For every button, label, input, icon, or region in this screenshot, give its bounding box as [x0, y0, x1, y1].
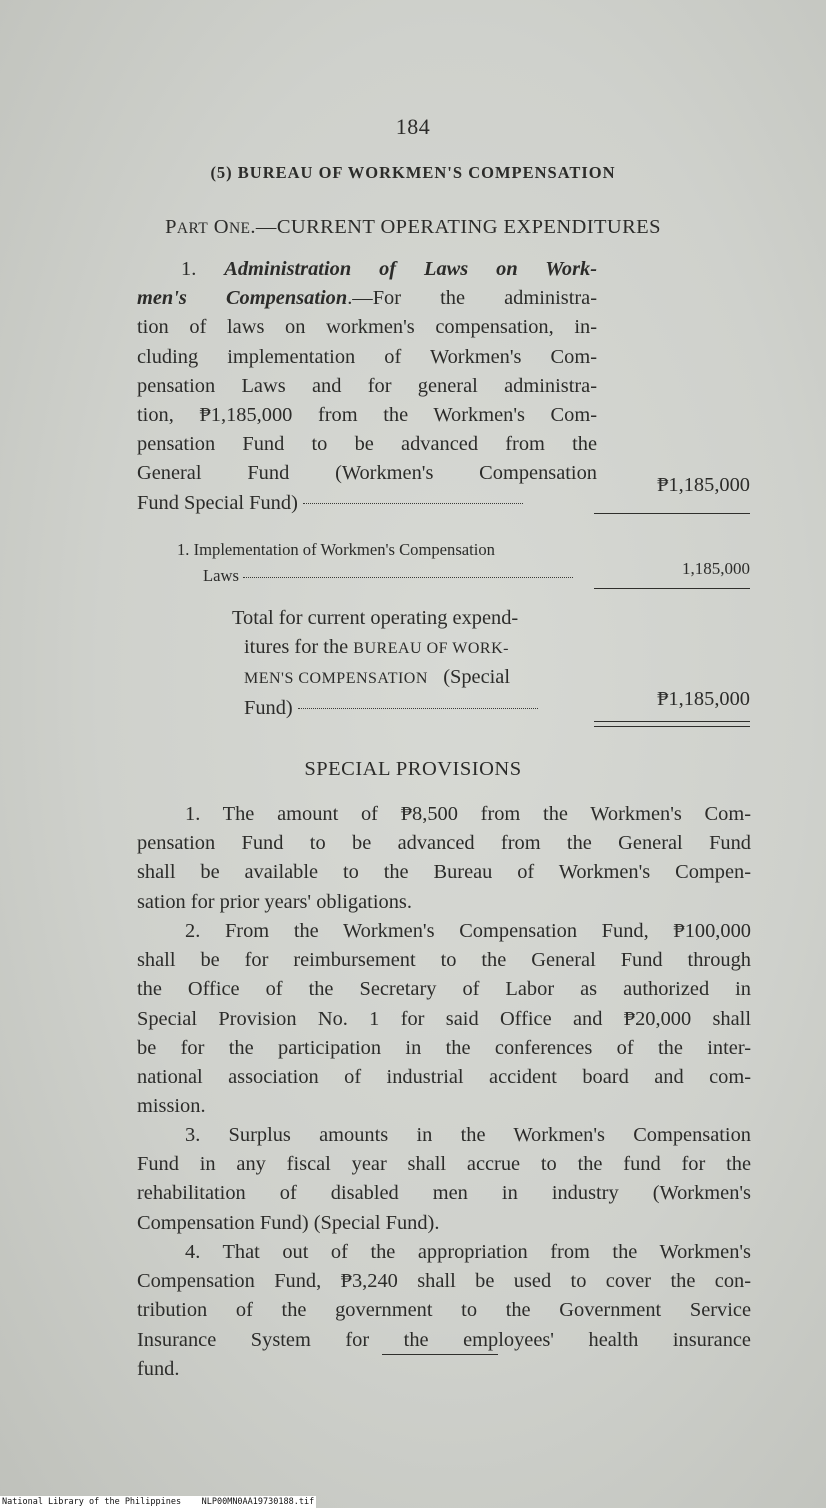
item-1-line-5: tion, ₱1,185,000 from the Workmen's Com-: [137, 403, 597, 426]
item-1-title-cont: men's Compensation: [137, 287, 348, 310]
part-word-initial: P: [165, 216, 177, 238]
end-rule: [382, 1354, 498, 1355]
total-paragraph: [232, 604, 597, 723]
sub-item-line-2: Laws: [177, 563, 597, 589]
total-amount: ₱1,185,000: [657, 688, 750, 710]
bureau-title: (5) BUREAU OF WORKMEN'S COMPENSATION: [210, 163, 616, 182]
part-title: [0, 216, 826, 239]
total-line-4: Fund): [232, 694, 597, 723]
item-1-line-6: pensation Fund to be advanced from the: [137, 433, 597, 456]
total-line-3: MEN'S COMPENSATION (Special: [244, 666, 511, 689]
provision-2: 2. From the Workmen's Compensation Fund, ₱100,000 shall be for reimbursement to the General Fund through the Office of the Secretary of Labor as authorized in Special Provision No. 1 for said Office and ₱20,000 shall be for the participation in the conferences of the inter- national association of industrial accident board and com- mission.: [137, 920, 751, 1118]
sub-item-line-1: 1. Implementation of Workmen's Compensation: [177, 540, 495, 559]
total-line-1: Total for current operating expend-: [232, 607, 519, 629]
provision-3: 3. Surplus amounts in the Workmen's Compensation Fund in any fiscal year shall accrue to the fund for the rehabilitation of disabled men in industry (Workmen's Compensation Fund) (Special Fund).: [137, 1124, 751, 1234]
sub-item: [177, 537, 597, 589]
subtotal-rule: [594, 513, 750, 514]
dot-leader: [298, 708, 538, 709]
footer-library: National Library of the Philippines: [2, 1497, 182, 1507]
scan-footer: [0, 1496, 316, 1508]
special-provisions-title: SPECIAL PROVISIONS: [304, 758, 522, 780]
page-number: 184: [395, 114, 431, 139]
total-line-2: itures for the BUREAU OF WORK-: [244, 636, 509, 659]
item-1-line-4: pensation Laws and for general administra-: [137, 374, 597, 397]
total-double-rule-bottom: [594, 726, 750, 727]
item-1-line-0: [137, 255, 597, 284]
one-rest: NE: [228, 220, 251, 237]
part-title-rest: .—CURRENT OPERATING EXPENDITURES: [250, 216, 661, 238]
item-1-line-7: General Fund (Workmen's Compensation: [137, 462, 597, 485]
dot-leader: [303, 503, 523, 504]
item-1-line-8: Fund Special Fund): [137, 489, 597, 518]
sub-item-rule: [594, 588, 750, 589]
item-1-line-3: cluding implementation of Workmen's Com-: [137, 345, 597, 368]
part-word-rest: ART: [176, 220, 209, 237]
item-1-line-1: men's Compensation.—For the administra-: [137, 287, 597, 310]
provision-4: 4. That out of the appropriation from the Workmen's Compensation Fund, ₱3,240 shall be used to cover the con- tribution of the government to the Government Service Insurance System for the employees' health insurance fund.: [137, 1241, 751, 1380]
footer-filename: NLP00MN0AA19730188.tif: [201, 1497, 315, 1507]
item-1-title: Administration of Laws on Work-: [224, 258, 597, 280]
one-initial: O: [213, 216, 229, 238]
item-1-number: 1.: [181, 258, 197, 280]
provision-1: 1. The amount of ₱8,500 from the Workmen's Com- pensation Fund to be advanced from the General Fund shall be available to the Bureau of Workmen's Compen- sation for prior years' obligations.: [137, 803, 751, 913]
item-1-line-2: tion of laws on workmen's compensation, in-: [137, 316, 597, 339]
sub-item-amount: 1,185,000: [682, 559, 750, 578]
total-double-rule-top: [594, 721, 750, 722]
item-1-amount: ₱1,185,000: [657, 474, 750, 496]
item-1-paragraph: [137, 255, 597, 518]
dot-leader: [243, 577, 573, 578]
